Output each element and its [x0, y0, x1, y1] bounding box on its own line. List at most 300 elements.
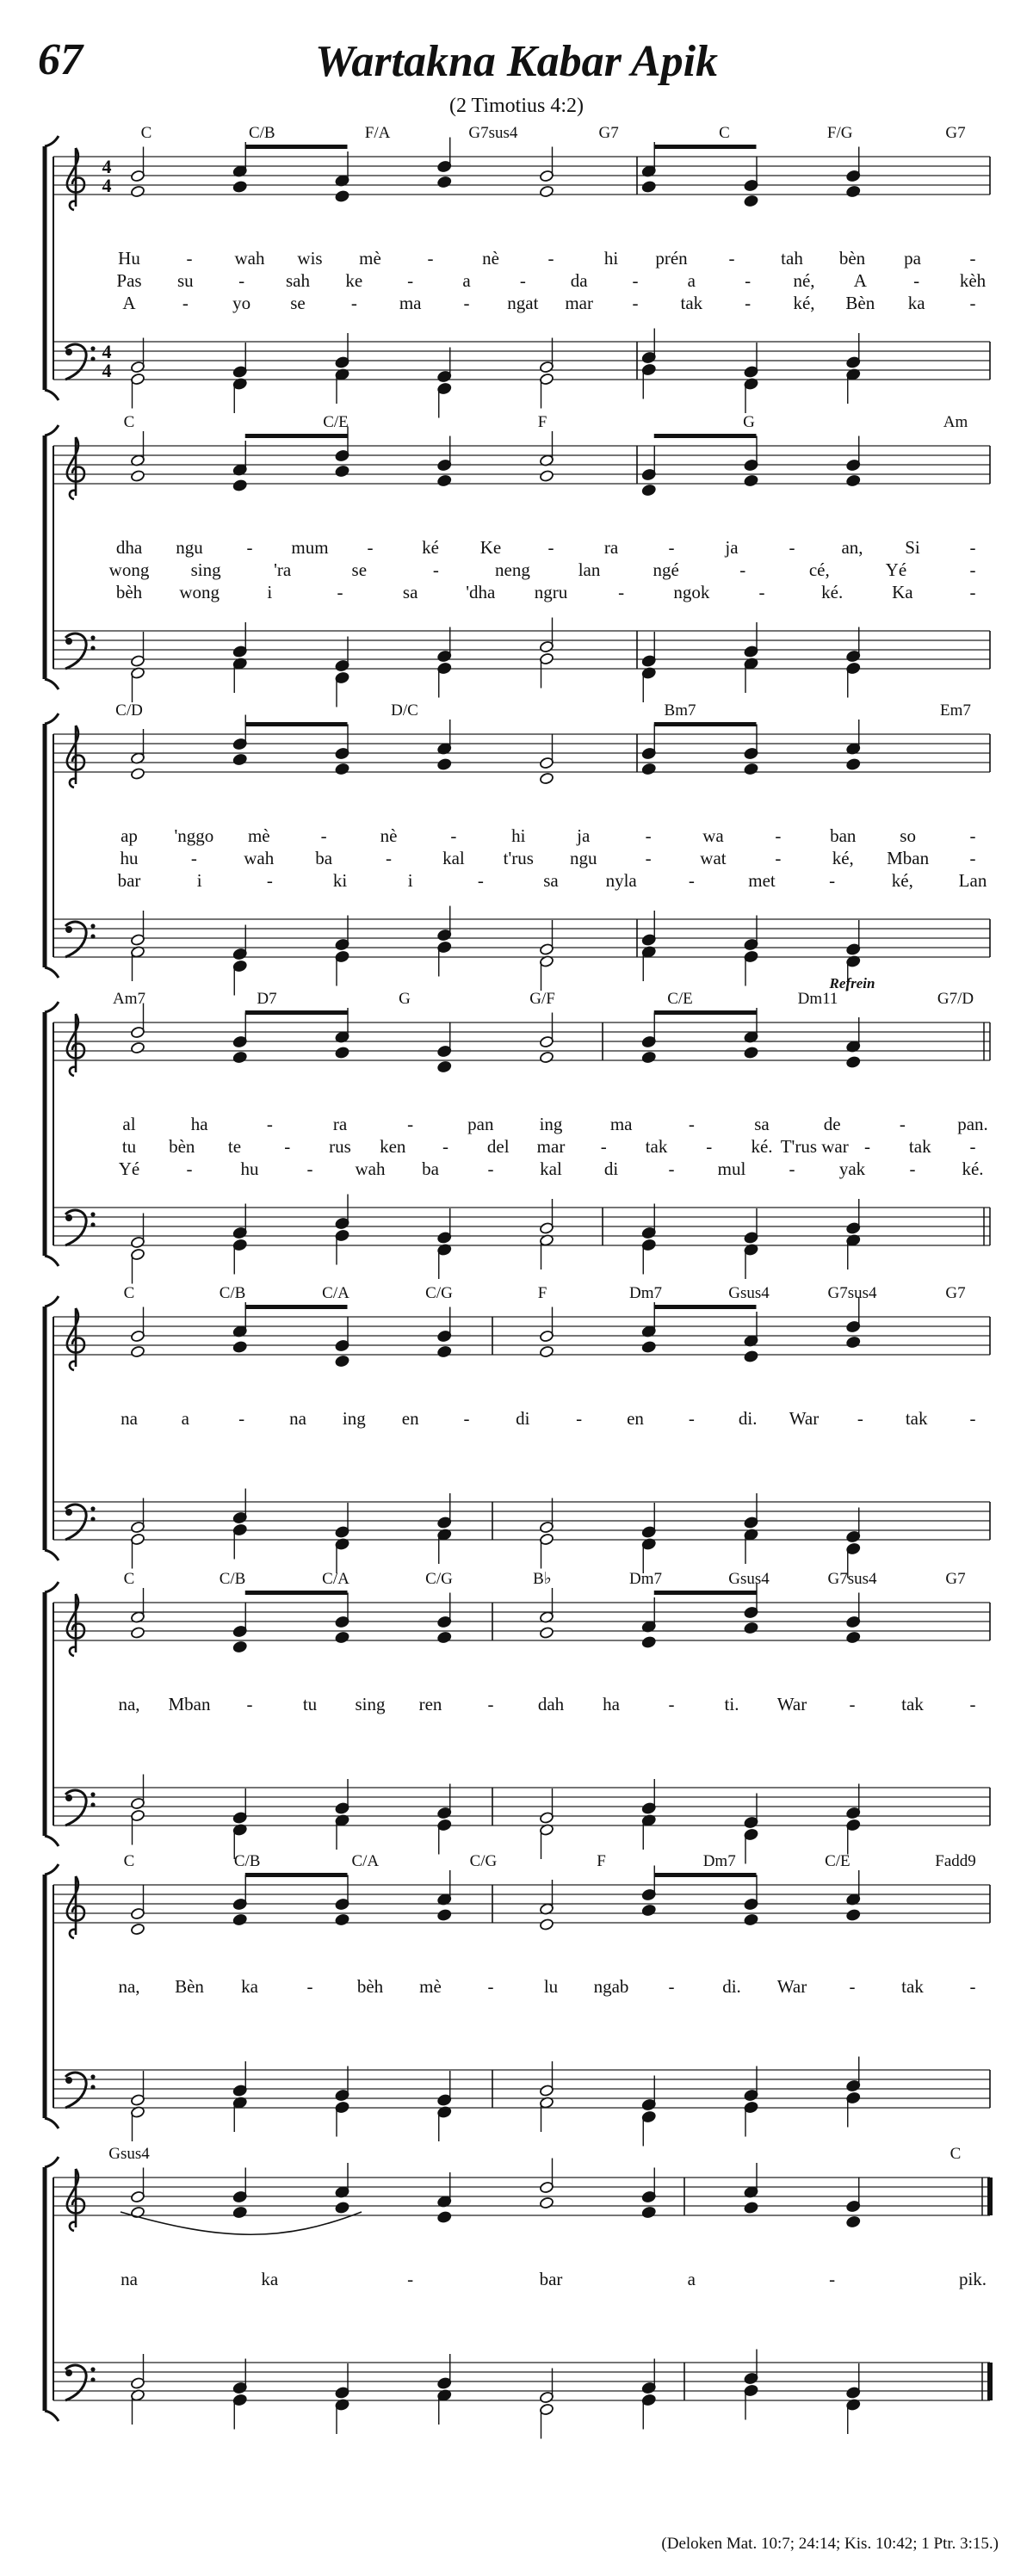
bass-clef-dot: [90, 1506, 95, 1510]
lyric-syllable: -: [969, 537, 976, 558]
lyric-syllable: so: [900, 825, 916, 846]
lyric-syllable: ha: [190, 1114, 208, 1134]
lyric-syllable: -: [386, 848, 393, 868]
treble-clef-icon: [67, 1308, 84, 1370]
lyric-syllable: -: [758, 582, 765, 602]
lyric-syllable: -: [745, 293, 752, 313]
note-beam: [245, 1305, 348, 1309]
lyric-syllable: pan.: [957, 1114, 988, 1134]
alto-note: [641, 1904, 656, 1917]
lyric-syllable: -: [238, 270, 245, 291]
lyric-syllable: mar: [536, 1136, 566, 1157]
chord-symbol: C/D: [115, 701, 143, 720]
alto-note: [744, 1350, 758, 1363]
chord-symbol: C/B: [219, 1570, 246, 1588]
chord-symbol: G/F: [529, 990, 555, 1008]
alto-note: [744, 1622, 758, 1634]
treble-clef-icon: [67, 1014, 84, 1076]
chord-symbol: Gsus4: [728, 1570, 770, 1588]
chord-symbol: F/A: [364, 124, 391, 142]
chord-symbol: C: [123, 1570, 135, 1588]
lyric-syllable: sa: [543, 870, 559, 891]
lyric-syllable: -: [969, 1408, 976, 1429]
bass-clef-dot: [90, 2377, 95, 2381]
lyric-syllable: Hu: [118, 248, 140, 269]
chord-symbol: G7: [598, 124, 619, 142]
lyric-syllable: -: [688, 1408, 695, 1429]
lyric-syllable: kal: [540, 1158, 562, 1179]
chord-symbol: Bm7: [664, 701, 696, 720]
lyric-syllable: a: [181, 1408, 189, 1429]
bass-clef-dot: [65, 926, 72, 933]
chord-symbol: C: [123, 1284, 135, 1302]
lyric-syllable: di: [603, 1158, 619, 1179]
lyric-syllable: -: [246, 537, 253, 558]
alto-note: [437, 176, 452, 188]
chord-symbol: Em7: [940, 701, 971, 720]
system-bracket-hook: [45, 1296, 59, 1307]
note-beam: [245, 722, 348, 726]
chord-symbol: C: [140, 124, 152, 142]
lyric-syllable: -: [487, 1694, 494, 1714]
lyric-syllable: ki: [332, 870, 348, 891]
lyric-syllable: yak: [838, 1158, 866, 1179]
alto-note: [846, 185, 861, 198]
lyric-syllable: tak: [680, 293, 703, 313]
alto-note: [744, 1913, 758, 1926]
lyric-syllable: ka: [907, 293, 925, 313]
lyric-syllable: -: [857, 1408, 863, 1429]
lyric-syllable: -: [849, 1694, 856, 1714]
alto-note: [744, 195, 758, 207]
bass-clef-dot: [90, 2074, 95, 2079]
lyric-syllable: ké,: [793, 293, 815, 313]
alto-note: [846, 474, 861, 487]
alto-note: [232, 1341, 247, 1354]
chord-symbol: B♭: [533, 1570, 552, 1588]
lyric-syllable: tak: [645, 1136, 668, 1157]
lyric-syllable: bar: [117, 870, 141, 891]
lyric-syllable: né,: [793, 270, 815, 291]
lyric-syllable: -: [969, 559, 976, 580]
alto-note: [232, 479, 247, 492]
lyric-syllable: lu: [543, 1976, 559, 1997]
chord-symbol: Am7: [113, 990, 145, 1008]
lyric-syllable: Yé: [118, 1158, 140, 1179]
alto-note: [437, 758, 452, 771]
lyric-syllable: yo: [232, 293, 251, 313]
alto-note: [130, 1041, 145, 1054]
lyric-syllable: wa: [702, 825, 724, 846]
note-beam: [654, 434, 757, 438]
chord-symbol: C/G: [425, 1570, 453, 1588]
lyric-syllable: pa: [904, 248, 921, 269]
lyric-syllable: -: [688, 870, 695, 891]
lyric-syllable: -: [913, 270, 920, 291]
alto-note: [130, 1627, 145, 1640]
chord-symbol: Fadd9: [935, 1852, 976, 1870]
alto-note: [539, 1627, 554, 1640]
lyric-syllable: -: [450, 825, 457, 846]
alto-note: [437, 474, 452, 487]
lyric-syllable: -: [190, 848, 197, 868]
lyric-syllable: ngé: [653, 559, 679, 580]
lyric-syllable: ngok: [673, 582, 710, 602]
lyric-syllable: ngat: [507, 293, 539, 313]
lyric-syllable: 'nggo: [174, 825, 214, 846]
lyric-syllable: -: [182, 293, 189, 313]
system-bracket-hook: [45, 2157, 59, 2167]
lyric-syllable: -: [266, 870, 273, 891]
lyric-syllable: mè: [419, 1976, 442, 1997]
chord-symbol: C/E: [323, 413, 349, 431]
lyric-syllable: i: [407, 870, 413, 891]
alto-note: [846, 1909, 861, 1922]
chord-symbol: Am: [943, 413, 968, 431]
lyric-syllable: sing: [190, 559, 221, 580]
lyric-syllable: -: [739, 559, 746, 580]
lyric-syllable: ti.: [724, 1694, 739, 1714]
alto-note: [846, 1056, 861, 1069]
alto-note: [437, 1631, 452, 1644]
lyric-syllable: -: [706, 1136, 713, 1157]
alto-note: [335, 1913, 349, 1926]
alto-note: [232, 181, 247, 194]
lyric-syllable: ke: [345, 270, 363, 291]
bass-clef-dot: [90, 1792, 95, 1796]
chord-symbol: C/E: [825, 1852, 851, 1870]
lyric-syllable: -: [547, 537, 554, 558]
alto-note: [641, 1636, 656, 1649]
lyric-syllable: -: [688, 1114, 695, 1134]
lyric-syllable: -: [432, 559, 439, 580]
chord-symbol: Dm7: [702, 1852, 736, 1870]
lyric-syllable: mum: [291, 537, 329, 558]
system-bracket-hook: [45, 1836, 59, 1846]
lyric-syllable: mè: [247, 825, 270, 846]
chord-symbol: C/G: [425, 1284, 453, 1302]
lyric-syllable: ka: [241, 1976, 258, 1997]
bass-clef-dot: [65, 1795, 72, 1801]
bass-clef-dot: [90, 346, 95, 350]
lyric-syllable: -: [266, 1114, 273, 1134]
alto-note: [130, 1923, 145, 1936]
lyric-syllable: -: [519, 270, 526, 291]
alto-note: [335, 190, 349, 203]
lyric-syllable: Pas: [116, 270, 142, 291]
alto-note: [846, 2215, 861, 2228]
lyric-syllable: ja: [725, 537, 739, 558]
alto-note: [335, 1047, 349, 1059]
lyric-syllable: A: [853, 270, 867, 291]
system-bracket-hook: [45, 1002, 59, 1012]
chord-symbol: C: [949, 2145, 962, 2163]
chord-symbol: C: [123, 1852, 135, 1870]
lyric-syllable: ké,: [891, 870, 913, 891]
lyric-syllable: na,: [118, 1694, 140, 1714]
lyric-syllable: sing: [355, 1694, 386, 1714]
lyric-syllable: sa: [754, 1114, 770, 1134]
lyric-syllable: Bèn: [845, 293, 875, 313]
hymn-title: Wartakna Kabar Apik: [314, 37, 719, 86]
lyric-syllable: -: [186, 1158, 193, 1179]
scripture-footer: (Deloken Mat. 10:7; 24:14; Kis. 10:42; 1 Ptr. 3:15.): [661, 2535, 999, 2553]
lyric-syllable: ing: [342, 1408, 366, 1429]
alto-note: [539, 1918, 554, 1931]
lyric-syllable: ma: [399, 293, 422, 313]
hymn-number: 67: [38, 35, 83, 84]
lyric-syllable: lan: [578, 559, 601, 580]
alto-note: [232, 1051, 247, 1064]
lyric-syllable: wong: [179, 582, 220, 602]
lyric-syllable: tu: [121, 1136, 137, 1157]
lyric-syllable: tak: [905, 1408, 928, 1429]
chord-symbol: G7sus4: [468, 124, 518, 142]
lyric-syllable: tah: [781, 248, 803, 269]
lyric-syllable: -: [909, 1158, 916, 1179]
lyric-syllable: -: [668, 1158, 675, 1179]
alto-note: [539, 470, 554, 483]
lyric-syllable: tak: [901, 1694, 924, 1714]
lyric-syllable: -: [969, 825, 976, 846]
lyric-syllable: se: [351, 559, 368, 580]
alto-note: [641, 763, 656, 775]
lyric-syllable: wis: [297, 248, 323, 269]
chord-symbol: C/B: [248, 124, 275, 142]
lyric-syllable: hu: [240, 1158, 259, 1179]
lyric-syllable: -: [829, 2269, 836, 2289]
chord-symbol: C: [123, 413, 135, 431]
lyric-syllable: nyla: [605, 870, 637, 891]
lyric-syllable: su: [176, 270, 194, 291]
lyric-syllable: -: [407, 2269, 414, 2289]
chord-symbol: C/A: [322, 1570, 349, 1588]
lyric-syllable: -: [969, 1136, 976, 1157]
system-bracket-hook: [45, 425, 59, 436]
lyric-syllable: ngu: [569, 848, 597, 868]
treble-clef-icon: [67, 726, 84, 788]
alto-note: [539, 1345, 554, 1358]
note-beam: [654, 1873, 757, 1877]
lyric-syllable: rus: [329, 1136, 351, 1157]
lyric-syllable: ken: [380, 1136, 406, 1157]
alto-note: [232, 1913, 247, 1926]
lyric-syllable: -: [969, 848, 976, 868]
treble-clef-icon: [67, 148, 84, 210]
alto-note: [130, 768, 145, 781]
lyric-syllable: a: [462, 270, 471, 291]
lyric-syllable: -: [969, 1694, 976, 1714]
lyric-syllable: da: [570, 270, 588, 291]
lyric-syllable: ké.: [751, 1136, 773, 1157]
lyric-syllable: Bèn: [175, 1976, 204, 1997]
chord-symbol: G: [743, 413, 755, 431]
lyric-syllable: Yé: [885, 559, 907, 580]
lyric-syllable: Ke: [479, 537, 502, 558]
alto-note: [744, 1047, 758, 1059]
alto-note: [232, 753, 247, 766]
lyric-syllable: -: [367, 537, 374, 558]
lyric-syllable: ngu: [176, 537, 203, 558]
bass-clef-dot: [90, 1222, 95, 1226]
chord-symbol: C/E: [667, 990, 693, 1008]
lyric-syllable: -: [864, 1136, 870, 1157]
note-beam: [245, 145, 348, 149]
lyric-syllable: ren: [418, 1694, 442, 1714]
alto-note: [437, 1060, 452, 1073]
lyric-syllable: a: [687, 270, 696, 291]
lyric-syllable: -: [442, 1136, 448, 1157]
lyric-syllable: -: [728, 248, 735, 269]
alto-note: [744, 474, 758, 487]
alto-note: [641, 181, 656, 194]
alto-note: [744, 2202, 758, 2215]
system-bracket-hook: [45, 713, 59, 724]
lyric-syllable: wah: [234, 248, 265, 269]
lyric-syllable: kal: [442, 848, 465, 868]
chord-symbol: Gsus4: [728, 1284, 770, 1302]
lyric-syllable: -: [350, 293, 357, 313]
bass-clef-dot: [90, 2085, 95, 2089]
alto-note: [232, 1640, 247, 1653]
lyric-syllable: wah: [244, 848, 275, 868]
lyric-syllable: del: [486, 1136, 510, 1157]
bass-clef-dot: [65, 2077, 72, 2084]
lyric-syllable: A: [122, 293, 136, 313]
lyric-syllable: -: [576, 1408, 583, 1429]
lyric-syllable: ngru: [534, 582, 568, 602]
lyric-syllable: -: [407, 1114, 414, 1134]
chord-symbol: C/G: [469, 1852, 498, 1870]
lyric-syllable: na: [121, 1408, 138, 1429]
lyric-syllable: -: [668, 1694, 675, 1714]
note-beam: [654, 145, 757, 149]
lyric-syllable: di.: [722, 1976, 741, 1997]
lyric-syllable: ing: [539, 1114, 563, 1134]
lyric-syllable: -: [969, 582, 976, 602]
bass-clef-dot: [65, 1509, 72, 1516]
treble-clef-icon: [67, 2169, 84, 2231]
lyric-syllable: bar: [539, 2269, 563, 2289]
lyric-syllable: bèh: [115, 582, 143, 602]
hymn-subtitle: (2 Timotius 4:2): [448, 95, 585, 117]
lyric-syllable: -: [775, 848, 782, 868]
chord-symbol: Dm7: [629, 1570, 662, 1588]
note-beam: [654, 1010, 757, 1015]
lyric-syllable: ma: [609, 1114, 633, 1134]
chord-symbol: C: [719, 124, 730, 142]
note-beam: [245, 1010, 348, 1015]
system-bracket-hook: [45, 679, 59, 689]
chord-symbol: G7sus4: [827, 1284, 877, 1302]
time-signature-bottom: 4: [102, 175, 112, 196]
lyric-syllable: ja: [577, 825, 591, 846]
lyric-syllable: -: [668, 1976, 675, 1997]
lyric-syllable: hi: [511, 825, 526, 846]
lyric-syllable: ké: [422, 537, 439, 558]
lyric-syllable: a: [687, 2269, 696, 2289]
alto-note: [641, 1051, 656, 1064]
lyric-syllable: -: [969, 248, 976, 269]
alto-note: [232, 2206, 247, 2219]
lyric-syllable: Ka: [892, 582, 913, 602]
lyric-syllable: ra: [332, 1114, 348, 1134]
treble-clef-icon: [67, 437, 84, 499]
lyric-syllable: War: [789, 1408, 820, 1429]
lyric-syllable: sah: [286, 270, 310, 291]
lyric-syllable: mè: [359, 248, 381, 269]
chord-symbol: C/B: [233, 1852, 261, 1870]
lyric-syllable: i: [267, 582, 273, 602]
bass-clef-dot: [90, 2367, 95, 2371]
lyric-syllable: 'ra: [274, 559, 292, 580]
time-signature-top: 4: [102, 156, 112, 177]
lyric-syllable: -: [668, 537, 675, 558]
lyric-syllable: cé,: [808, 559, 830, 580]
lyric-syllable: nè: [482, 248, 499, 269]
alto-note: [539, 185, 554, 198]
system-bracket-hook: [45, 390, 59, 400]
lyric-syllable: te: [227, 1136, 242, 1157]
bass-clef-dot: [65, 349, 72, 355]
lyric-syllable: T'rus war: [780, 1136, 849, 1157]
lyric-syllable: -: [246, 1694, 253, 1714]
lyric-syllable: -: [547, 248, 554, 269]
lyric-syllable: se: [290, 293, 306, 313]
bass-clef-dot: [90, 635, 95, 639]
time-signature-top: 4: [102, 341, 112, 362]
lyric-syllable: di: [516, 1408, 530, 1429]
note-beam: [245, 434, 348, 438]
system-bracket-hook: [45, 1864, 59, 1875]
lyric-syllable: en: [627, 1408, 644, 1429]
lyric-syllable: -: [789, 1158, 795, 1179]
lyric-syllable: di.: [738, 1408, 758, 1429]
chord-symbol: Dm7: [629, 1284, 662, 1302]
lyric-syllable: pik.: [958, 2269, 987, 2289]
lyric-syllable: na: [121, 2269, 138, 2289]
alto-note: [130, 1345, 145, 1358]
alto-note: [846, 1336, 861, 1349]
lyric-syllable: mar: [565, 293, 593, 313]
lyric-syllable: tak: [908, 1136, 931, 1157]
bass-clef-dot: [90, 1802, 95, 1807]
lyric-syllable: -: [477, 870, 484, 891]
chord-symbol: F: [537, 1284, 547, 1302]
chord-symbol: G7: [945, 1284, 966, 1302]
lyric-syllable: na,: [118, 1976, 140, 1997]
chord-symbol: G7: [945, 124, 966, 142]
alto-note: [539, 1051, 554, 1064]
note-beam: [654, 722, 757, 726]
lyric-syllable: met: [748, 870, 776, 891]
lyric-syllable: -: [632, 293, 639, 313]
lyric-syllable: al: [122, 1114, 136, 1134]
alto-note: [335, 465, 349, 478]
alto-note: [437, 2211, 452, 2224]
alto-note: [641, 1341, 656, 1354]
lyric-syllable: -: [487, 1158, 494, 1179]
lyric-syllable: Lan: [958, 870, 987, 891]
alto-note: [641, 2206, 656, 2219]
lyric-syllable: -: [238, 1408, 245, 1429]
chord-symbol: C/A: [351, 1852, 380, 1870]
lyric-syllable: sa: [402, 582, 418, 602]
bass-clef-dot: [65, 1214, 72, 1221]
alto-note: [335, 1631, 349, 1644]
chord-symbol: G7/D: [937, 990, 974, 1008]
lyric-syllable: -: [407, 270, 414, 291]
